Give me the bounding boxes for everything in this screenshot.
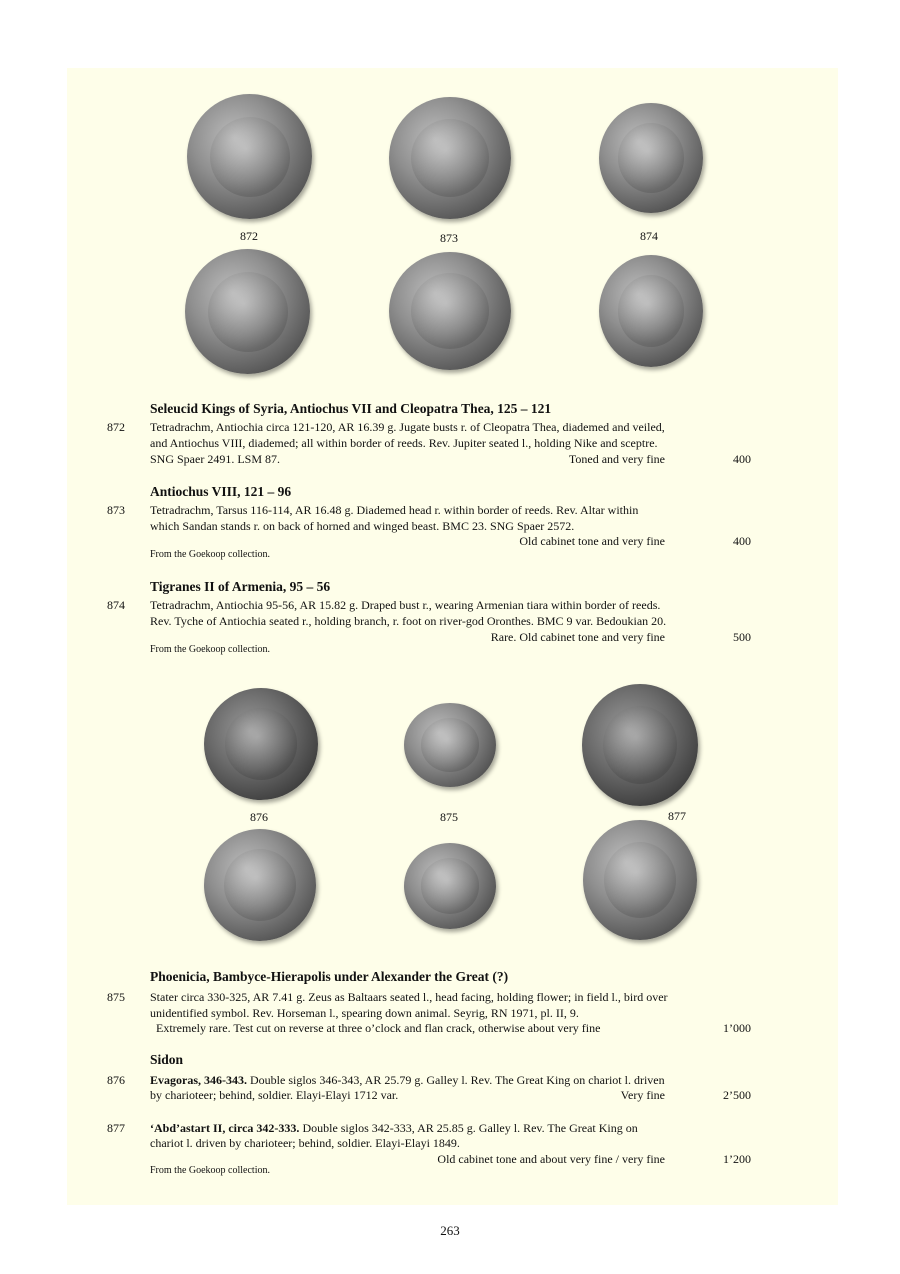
coin-875-obverse-image — [404, 703, 496, 787]
lot-877-line-2: chariot l. driven by charioteer; behind, soldier. Elayi-Elayi 1849. — [150, 1136, 460, 1150]
heading-sidon: Sidon — [150, 1052, 184, 1067]
lot-number-872: 872 — [107, 420, 125, 434]
lot-874-line-1: Tetradrachm, Antiochia 95-56, AR 15.82 g. Draped bust r., wearing Armenian tiara within border of reeds. — [150, 598, 661, 612]
coin-872-reverse-image — [185, 249, 310, 374]
lot-877-line-1 — [150, 1121, 751, 1137]
lot-874-line-2: Rev. Tyche of Antiochia seated r., holding branch, r. foot on river-god Oronthes. BMC 9 var. Bedoukian 20. — [150, 614, 667, 628]
lot-874-grade: Rare. Old cabinet tone and very fine — [490, 630, 665, 644]
lot-875-grade: Extremely rare. Test cut on reverse at three o’clock and flan crack, otherwise about very fine — [156, 1021, 601, 1035]
lot-876-price: 2’500 — [723, 1088, 751, 1102]
lot-875-line-1: Stater circa 330-325, AR 7.41 g. Zeus as Baltaars seated l., head facing, holding flower; in field l., bird over — [150, 990, 668, 1004]
lot-number-876: 876 — [107, 1073, 125, 1087]
lot-number-873: 873 — [107, 503, 125, 517]
coin-number-873: 873 — [440, 231, 458, 245]
lot-875-line-2: unidentified symbol. Rev. Horseman l., spearing down animal. Seyrig, RN 1971, pl. II, 9. — [150, 1006, 579, 1020]
coin-number-877: 877 — [668, 809, 686, 823]
coin-876-reverse-image — [204, 829, 316, 941]
lot-876-line-1 — [150, 1073, 751, 1089]
heading-tigranes-ii: Tigranes II of Armenia, 95 – 56 — [150, 579, 331, 594]
lot-876-grade: Very fine — [620, 1088, 665, 1102]
coin-number-874: 874 — [640, 229, 658, 243]
lot-872-price: 400 — [733, 452, 751, 466]
coin-877-reverse-image — [583, 820, 697, 940]
lot-877-provenance: From the Goekoop collection. — [150, 1165, 270, 1176]
lot-873-grade: Old cabinet tone and very fine — [519, 534, 665, 548]
lot-876-ruler: Evagoras, 346-343. — [150, 1073, 247, 1087]
coin-877-obverse-image — [582, 684, 698, 806]
heading-phoenicia-bambyce: Phoenicia, Bambyce-Hierapolis under Alexander the Great (?) — [150, 969, 509, 984]
coin-875-reverse-image — [404, 843, 496, 929]
lot-876-line-2: by charioteer; behind, soldier. Elayi-Elayi 1712 var. — [150, 1088, 399, 1102]
heading-seleucid-antiochus-vii: Seleucid Kings of Syria, Antiochus VII and Cleopatra Thea, 125 – 121 — [150, 401, 552, 416]
lot-872-line-1: Tetradrachm, Antiochia circa 121-120, AR 16.39 g. Jugate busts r. of Cleopatra Thea, diademed and veiled, — [150, 420, 665, 434]
lot-873-price: 400 — [733, 534, 751, 548]
lot-872-line-2: and Antiochus VIII, diademed; all within border of reeds. Rev. Jupiter seated l., holding Nike and sceptre. — [150, 436, 658, 450]
lot-873-provenance: From the Goekoop collection. — [150, 549, 270, 560]
lot-number-877: 877 — [107, 1121, 125, 1135]
coin-873-reverse-image — [389, 252, 511, 370]
lot-number-875: 875 — [107, 990, 125, 1004]
page-number: 263 — [440, 1223, 460, 1238]
lot-number-874: 874 — [107, 598, 125, 612]
lot-877-ruler: ‘Abd’astart II, circa 342-333. — [150, 1121, 300, 1135]
lot-874-price: 500 — [733, 630, 751, 644]
lot-877-price: 1’200 — [723, 1152, 751, 1166]
lot-876-description: Double siglos 346-343, AR 25.79 g. Galley l. Rev. The Great King on chariot l. driven — [247, 1073, 665, 1087]
heading-antiochus-viii: Antiochus VIII, 121 – 96 — [150, 484, 292, 499]
lot-877-grade: Old cabinet tone and about very fine / very fine — [437, 1152, 665, 1166]
lot-873-line-1: Tetradrachm, Tarsus 116-114, AR 16.48 g. Diademed head r. within border of reeds. Rev. Altar within — [150, 503, 639, 517]
lot-875-price: 1’000 — [723, 1021, 751, 1035]
coin-874-obverse-image — [599, 103, 703, 213]
coin-number-876: 876 — [250, 810, 268, 824]
coin-872-obverse-image — [187, 94, 312, 219]
coin-876-obverse-image — [204, 688, 318, 800]
coin-874-reverse-image — [599, 255, 703, 367]
coin-number-872: 872 — [240, 229, 258, 243]
lot-872-line-3: SNG Spaer 2491. LSM 87. — [150, 452, 281, 466]
lot-873-line-2: which Sandan stands r. on back of horned and winged beast. BMC 23. SNG Spaer 2572. — [150, 519, 575, 533]
lot-872-grade: Toned and very fine — [568, 452, 665, 466]
lot-874-provenance: From the Goekoop collection. — [150, 644, 270, 655]
lot-877-description: Double siglos 342-333, AR 25.85 g. Galley l. Rev. The Great King on — [299, 1121, 638, 1135]
coin-number-875: 875 — [440, 810, 458, 824]
coin-873-obverse-image — [389, 97, 511, 219]
